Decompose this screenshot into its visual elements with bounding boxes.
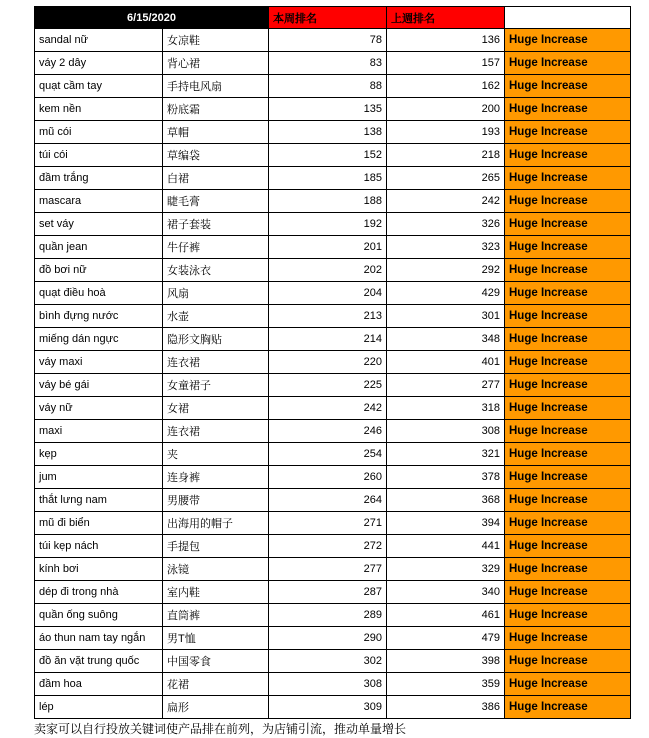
last-week-rank-cell: 429: [387, 282, 505, 305]
chinese-keyword-cell: 女凉鞋: [163, 29, 269, 52]
table-row: [35, 489, 631, 512]
chinese-keyword-cell: 夹: [163, 443, 269, 466]
vietnamese-keyword-cell: bình đựng nước: [35, 305, 163, 328]
vietnamese-keyword-cell: mũ đi biển: [35, 512, 163, 535]
this-week-rank-cell: 78: [269, 29, 387, 52]
last-week-rank-cell: 265: [387, 167, 505, 190]
table-row: [35, 98, 631, 121]
table-row: [35, 604, 631, 627]
this-week-rank-cell: 83: [269, 52, 387, 75]
chinese-keyword-cell: 睫毛膏: [163, 190, 269, 213]
date-header: 6/15/2020: [35, 7, 269, 29]
last-week-rank-cell: 301: [387, 305, 505, 328]
chinese-keyword-cell: 风扇: [163, 282, 269, 305]
status-cell: Huge Increase: [505, 29, 631, 52]
chinese-keyword-cell: 女裙: [163, 397, 269, 420]
last-week-rank-cell: 326: [387, 213, 505, 236]
table-row: [35, 397, 631, 420]
table-row: [35, 144, 631, 167]
this-week-rank-cell: 225: [269, 374, 387, 397]
this-week-rank-cell: 271: [269, 512, 387, 535]
chinese-keyword-cell: 连衣裙: [163, 351, 269, 374]
table-row: [35, 466, 631, 489]
this-week-rank-cell: 308: [269, 673, 387, 696]
this-week-rank-cell: 201: [269, 236, 387, 259]
table-row: [35, 443, 631, 466]
table-row: [35, 167, 631, 190]
vietnamese-keyword-cell: đồ bơi nữ: [35, 259, 163, 282]
chinese-keyword-cell: 扁形: [163, 696, 269, 719]
this-week-rank-cell: 213: [269, 305, 387, 328]
status-cell: Huge Increase: [505, 121, 631, 144]
last-week-rank-cell: 200: [387, 98, 505, 121]
table-row: [35, 305, 631, 328]
chinese-keyword-cell: 草帽: [163, 121, 269, 144]
chinese-keyword-cell: 泳镜: [163, 558, 269, 581]
vietnamese-keyword-cell: sandal nữ: [35, 29, 163, 52]
status-cell: Huge Increase: [505, 650, 631, 673]
vietnamese-keyword-cell: quần ống suông: [35, 604, 163, 627]
chinese-keyword-cell: 男腰带: [163, 489, 269, 512]
vietnamese-keyword-cell: jum: [35, 466, 163, 489]
status-cell: Huge Increase: [505, 696, 631, 719]
status-cell: Huge Increase: [505, 512, 631, 535]
table-body: [35, 29, 631, 719]
vietnamese-keyword-cell: set váy: [35, 213, 163, 236]
table-row: [35, 52, 631, 75]
table-row: [35, 558, 631, 581]
last-week-rank-cell: 359: [387, 673, 505, 696]
status-cell: Huge Increase: [505, 558, 631, 581]
status-cell: Huge Increase: [505, 420, 631, 443]
table-row: [35, 374, 631, 397]
table-row: [35, 236, 631, 259]
status-cell: Huge Increase: [505, 627, 631, 650]
last-week-rank-cell: 368: [387, 489, 505, 512]
table-row: [35, 190, 631, 213]
chinese-keyword-cell: 室内鞋: [163, 581, 269, 604]
last-week-rank-header: 上週排名: [387, 7, 505, 29]
last-week-rank-cell: 329: [387, 558, 505, 581]
vietnamese-keyword-cell: đồ ăn vặt trung quốc: [35, 650, 163, 673]
vietnamese-keyword-cell: túi kẹp nách: [35, 535, 163, 558]
last-week-rank-cell: 461: [387, 604, 505, 627]
status-cell: Huge Increase: [505, 535, 631, 558]
this-week-rank-cell: 220: [269, 351, 387, 374]
table-row: [35, 420, 631, 443]
status-cell: Huge Increase: [505, 75, 631, 98]
last-week-rank-cell: 441: [387, 535, 505, 558]
last-week-rank-cell: 394: [387, 512, 505, 535]
status-cell: Huge Increase: [505, 167, 631, 190]
vietnamese-keyword-cell: miếng dán ngực: [35, 328, 163, 351]
status-cell: Huge Increase: [505, 581, 631, 604]
table-row: [35, 328, 631, 351]
last-week-rank-cell: 348: [387, 328, 505, 351]
vietnamese-keyword-cell: quần jean: [35, 236, 163, 259]
table-row: [35, 213, 631, 236]
chinese-keyword-cell: 男T恤: [163, 627, 269, 650]
vietnamese-keyword-cell: kem nền: [35, 98, 163, 121]
this-week-rank-cell: 290: [269, 627, 387, 650]
last-week-rank-cell: 378: [387, 466, 505, 489]
chinese-keyword-cell: 草编袋: [163, 144, 269, 167]
chinese-keyword-cell: 女装泳衣: [163, 259, 269, 282]
vietnamese-keyword-cell: túi cói: [35, 144, 163, 167]
this-week-rank-cell: 309: [269, 696, 387, 719]
this-week-rank-cell: 264: [269, 489, 387, 512]
status-cell: Huge Increase: [505, 259, 631, 282]
last-week-rank-cell: 242: [387, 190, 505, 213]
status-cell: Huge Increase: [505, 52, 631, 75]
vietnamese-keyword-cell: váy bé gái: [35, 374, 163, 397]
vietnamese-keyword-cell: lép: [35, 696, 163, 719]
this-week-rank-cell: 272: [269, 535, 387, 558]
footer-note: 卖家可以自行投放关键词使产品排在前列，为店铺引流，推动单量增长: [34, 722, 407, 736]
this-week-rank-cell: 152: [269, 144, 387, 167]
status-cell: Huge Increase: [505, 190, 631, 213]
status-cell: Huge Increase: [505, 604, 631, 627]
this-week-rank-cell: 202: [269, 259, 387, 282]
vietnamese-keyword-cell: đầm trắng: [35, 167, 163, 190]
chinese-keyword-cell: 出海用的帽子: [163, 512, 269, 535]
keyword-rank-table: [34, 6, 631, 719]
vietnamese-keyword-cell: váy 2 dây: [35, 52, 163, 75]
this-week-rank-cell: 246: [269, 420, 387, 443]
table-row: [35, 650, 631, 673]
vietnamese-keyword-cell: váy nữ: [35, 397, 163, 420]
chinese-keyword-cell: 背心裙: [163, 52, 269, 75]
status-cell: Huge Increase: [505, 305, 631, 328]
chinese-keyword-cell: 女童裙子: [163, 374, 269, 397]
vietnamese-keyword-cell: kẹp: [35, 443, 163, 466]
last-week-rank-cell: 321: [387, 443, 505, 466]
status-cell: Huge Increase: [505, 236, 631, 259]
last-week-rank-cell: 292: [387, 259, 505, 282]
last-week-rank-cell: 318: [387, 397, 505, 420]
this-week-rank-header: 本周排名: [269, 7, 387, 29]
chinese-keyword-cell: 粉底霜: [163, 98, 269, 121]
last-week-rank-cell: 323: [387, 236, 505, 259]
chinese-keyword-cell: 白裙: [163, 167, 269, 190]
table-row: [35, 29, 631, 52]
table-row: [35, 535, 631, 558]
status-cell: Huge Increase: [505, 673, 631, 696]
this-week-rank-cell: 88: [269, 75, 387, 98]
this-week-rank-cell: 188: [269, 190, 387, 213]
status-cell: Huge Increase: [505, 489, 631, 512]
this-week-rank-cell: 185: [269, 167, 387, 190]
vietnamese-keyword-cell: váy maxi: [35, 351, 163, 374]
this-week-rank-cell: 254: [269, 443, 387, 466]
this-week-rank-cell: 135: [269, 98, 387, 121]
this-week-rank-cell: 287: [269, 581, 387, 604]
chinese-keyword-cell: 连身裤: [163, 466, 269, 489]
table-row: [35, 259, 631, 282]
last-week-rank-cell: 398: [387, 650, 505, 673]
vietnamese-keyword-cell: dép đi trong nhà: [35, 581, 163, 604]
last-week-rank-cell: 340: [387, 581, 505, 604]
table-row: [35, 75, 631, 98]
status-cell: Huge Increase: [505, 213, 631, 236]
last-week-rank-cell: 218: [387, 144, 505, 167]
status-header: [505, 7, 631, 29]
vietnamese-keyword-cell: mũ cói: [35, 121, 163, 144]
last-week-rank-cell: 157: [387, 52, 505, 75]
last-week-rank-cell: 193: [387, 121, 505, 144]
vietnamese-keyword-cell: quạt cầm tay: [35, 75, 163, 98]
table-row: [35, 512, 631, 535]
this-week-rank-cell: 260: [269, 466, 387, 489]
status-cell: Huge Increase: [505, 374, 631, 397]
last-week-rank-cell: 136: [387, 29, 505, 52]
table-row: [35, 282, 631, 305]
table-row: [35, 627, 631, 650]
this-week-rank-cell: 204: [269, 282, 387, 305]
chinese-keyword-cell: 花裙: [163, 673, 269, 696]
this-week-rank-cell: 242: [269, 397, 387, 420]
status-cell: Huge Increase: [505, 282, 631, 305]
status-cell: Huge Increase: [505, 466, 631, 489]
chinese-keyword-cell: 水壶: [163, 305, 269, 328]
this-week-rank-cell: 192: [269, 213, 387, 236]
table-row: [35, 121, 631, 144]
table-row: [35, 581, 631, 604]
status-cell: Huge Increase: [505, 328, 631, 351]
chinese-keyword-cell: 直筒裤: [163, 604, 269, 627]
status-cell: Huge Increase: [505, 443, 631, 466]
chinese-keyword-cell: 隐形文胸贴: [163, 328, 269, 351]
chinese-keyword-cell: 手提包: [163, 535, 269, 558]
vietnamese-keyword-cell: áo thun nam tay ngắn: [35, 627, 163, 650]
vietnamese-keyword-cell: maxi: [35, 420, 163, 443]
chinese-keyword-cell: 牛仔裤: [163, 236, 269, 259]
last-week-rank-cell: 277: [387, 374, 505, 397]
last-week-rank-cell: 401: [387, 351, 505, 374]
status-cell: Huge Increase: [505, 351, 631, 374]
this-week-rank-cell: 138: [269, 121, 387, 144]
table-row: [35, 351, 631, 374]
table-row: [35, 696, 631, 719]
this-week-rank-cell: 277: [269, 558, 387, 581]
last-week-rank-cell: 386: [387, 696, 505, 719]
vietnamese-keyword-cell: thắt lưng nam: [35, 489, 163, 512]
header-row: [35, 7, 631, 29]
vietnamese-keyword-cell: đầm hoa: [35, 673, 163, 696]
last-week-rank-cell: 308: [387, 420, 505, 443]
this-week-rank-cell: 214: [269, 328, 387, 351]
keyword-rank-sheet: [34, 6, 630, 719]
chinese-keyword-cell: 中国零食: [163, 650, 269, 673]
last-week-rank-cell: 162: [387, 75, 505, 98]
vietnamese-keyword-cell: quạt điều hoà: [35, 282, 163, 305]
status-cell: Huge Increase: [505, 144, 631, 167]
vietnamese-keyword-cell: kính bơi: [35, 558, 163, 581]
table-row: [35, 673, 631, 696]
chinese-keyword-cell: 裙子套装: [163, 213, 269, 236]
chinese-keyword-cell: 手持电风扇: [163, 75, 269, 98]
last-week-rank-cell: 479: [387, 627, 505, 650]
this-week-rank-cell: 289: [269, 604, 387, 627]
vietnamese-keyword-cell: mascara: [35, 190, 163, 213]
chinese-keyword-cell: 连衣裙: [163, 420, 269, 443]
status-cell: Huge Increase: [505, 98, 631, 121]
status-cell: Huge Increase: [505, 397, 631, 420]
this-week-rank-cell: 302: [269, 650, 387, 673]
